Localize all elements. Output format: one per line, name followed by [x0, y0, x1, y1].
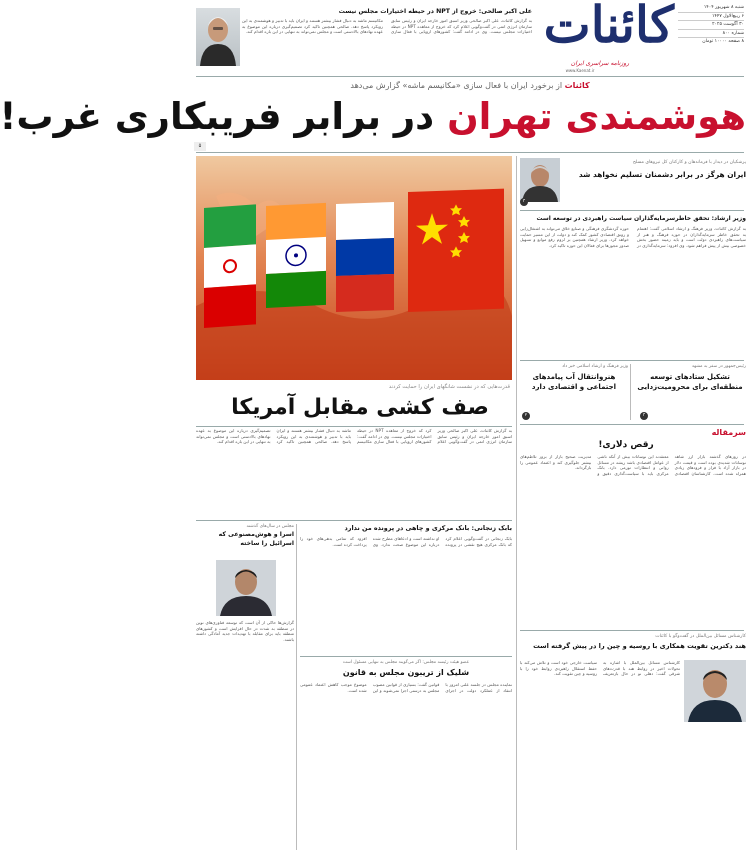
story-title[interactable]: بابک زنجانی: بانک مرکزی و چاهی در پرونده من ندارد: [344, 524, 512, 532]
divider: [520, 210, 744, 211]
story-water[interactable]: [520, 364, 628, 420]
story-kicker: پزشکیان در دیدار با فرماندهان و کارکنان کل نیروهای مسلح: [632, 160, 746, 165]
date-line: شنبه ۸ شهریور ۱۴۰۴: [678, 4, 744, 13]
story-body: نماینده مجلس در جلسه علنی امروز با انتقاد از عملکرد دولت در اجرای قوانین گفت: بسیاری از قوانین مصوب مجلس به درستی اجرا نمی‌شوند و این موضوع موجب کاهش اعتماد عمومی شده است.: [300, 682, 512, 693]
editorial-body: در روزهای گذشته بازار ارز شاهد نوسانات شدیدی بوده است و قیمت دلار در بازار آزاد با فراز و فرودهای زیادی همراه شده است. کارشناسان اقتصادی معتقدند این نوسانات بیش از آنکه ناشی از عوامل اقتصادی باشد ریشه در مسائل روانی و انتظارات تورمی دارد. بانک مرکزی باید با سیاست‌گذاری دقیق و مدیریت صحیح بازار از بروز تلاطم‌های بیشتر جلوگیری کند و اعتماد عمومی را بازگرداند.: [520, 454, 746, 476]
divider: [520, 630, 744, 631]
story-regional[interactable]: [634, 364, 746, 420]
kicker: [250, 80, 690, 92]
story-kicker: رئیس‌جمهور در سفر به مشهد: [691, 364, 746, 369]
story-kicker: کارشناس مسائل بین‌الملل در گفت‌وگو با کائنات: [655, 634, 746, 639]
analyst-photo: [684, 660, 746, 722]
date-line: شماره ۸۰۰: [678, 30, 744, 39]
story-pezeshkian[interactable]: [520, 156, 746, 206]
story-title[interactable]: وزیر ارشاد: تحقق خاطرسرمایه‌گذاران سیاست راهبردی در توسعه است: [536, 215, 746, 222]
editorial-title[interactable]: رقص دلاری!: [598, 440, 654, 450]
top-story-body: به گزارش کائنات، علی اکبر صالحی وزیر اسبق امور خارجه ایران و رئیس سابق سازمان انرژی اتمی در گفت‌وگویی اعلام کرد که خروج از معاهده NPT در حیطه اختیارات مجلس نیست. وی در ادامه گفت: کشورهای اروپایی با فعال سازی مکانیسم ماشه به دنبال فشار بیشتر هستند و ایران باید با تدبیر و هوشمندی به این رویکرد پاسخ دهد. صالحی همچنین تاکید کرد تصمیم‌گیری درباره این موضوع به عهده نهادهای بالادستی است و مجلس نمی‌تواند به تنهایی در این باره اقدام کند.: [242, 18, 532, 35]
website: www.Kaenat.ir: [565, 68, 595, 73]
divider: [516, 156, 517, 850]
headline-page-badge: ۵: [194, 142, 206, 151]
divider: [296, 524, 297, 850]
main-story-body: به گزارش کائنات، علی اکبر صالحی وزیر اسبق امور خارجه ایران و رئیس سابق سازمان انرژی اتمی در گفت‌وگویی اعلام کرد که خروج از معاهده NPT در حیطه اختیارات مجلس نیست. وی در ادامه گفت: کشورهای اروپایی با فعال سازی مکانیسم ماشه به دنبال فشار بیشتر هستند و ایران باید با تدبیر و هوشمندی به این رویکرد پاسخ دهد. صالحی همچنین تاکید کرد تصمیم‌گیری درباره این موضوع به عهده نهادهای بالادستی است و مجلس نمی‌تواند به تنهایی در این باره اقدام کند.: [196, 428, 512, 445]
china-flag: [408, 189, 504, 312]
page-badge: ۳: [640, 412, 648, 420]
iran-flag: [204, 204, 256, 328]
page-badge: ۳: [520, 198, 528, 206]
expert-photo: [216, 560, 276, 616]
date-line: ۸ صفحه ۱۰۰۰۰ تومان: [702, 39, 744, 44]
pezeshkian-photo: [520, 158, 560, 202]
main-image-title[interactable]: صف کشی مقابل آمریکا: [231, 395, 489, 420]
top-story[interactable]: [242, 8, 532, 70]
divider: [196, 76, 744, 77]
headline[interactable]: [0, 94, 746, 140]
story-ershad[interactable]: [520, 214, 746, 358]
divider: [196, 152, 744, 153]
main-image: [196, 156, 512, 380]
main-image-caption: قدرت‌هایی که در نشست شانگهای ایران را حمایت کردند: [388, 384, 510, 390]
logo: کائنات: [543, 0, 674, 54]
date-panel: [678, 4, 744, 70]
salehi-photo: [196, 8, 240, 66]
divider: [196, 426, 512, 427]
divider: [520, 360, 744, 361]
story-interview[interactable]: [196, 524, 294, 850]
divider: [630, 364, 631, 420]
story-body: بابک زنجانی در گفت‌وگویی اعلام کرد که بانک مرکزی هیچ نقشی در پرونده او نداشته است و ادعاهای مطرح شده درباره این موضوع صحت ندارد. وی افزود که تمامی بدهی‌های خود را پرداخت کرده است.: [300, 536, 512, 547]
date-line: ۶ ربیع‌الاول ۱۴۴۷: [678, 13, 744, 22]
story-bank[interactable]: [300, 524, 512, 654]
headline-part-2[interactable]: در برابر فریبکاری غرب!: [0, 95, 435, 138]
story-title[interactable]: هند دکترین تقویت همکاری با روسیه و چین را در پیش گرفته است: [533, 642, 746, 650]
story-body: به گزارش کائنات، وزیر فرهنگ و ارشاد اسلامی گفت: اهتمام به تحقق خاطر سرمایه‌گذاران در حوزه فرهنگ و هنر از سیاست‌های راهبردی دولت است و باید زمینه حضور بخش خصوصی بیش از پیش فراهم شود. وی افزود: سرمایه‌گذاری در حوزه گردشگری فرهنگی و صنایع خلاق می‌تواند به اشتغال‌زایی و رونق اقتصادی کشور کمک کند و دولت از این مسیر حمایت خواهد کرد. وزیر ارشاد همچنین بر لزوم رفع موانع و تسهیل صدور مجوزها برای فعالان این حوزه تاکید کرد.: [520, 226, 746, 248]
story-title[interactable]: شلیک از تریبون مجلس به قانون: [342, 668, 470, 677]
kicker-text: از برخورد ایران با فعال سازی «مکانیسم ماشه» گزارش می‌دهد: [350, 81, 563, 90]
russia-flag: [336, 202, 394, 312]
tagline: روزنامه سراسری ایران: [570, 60, 630, 67]
divider: [520, 424, 744, 425]
story-kicker: وزیر فرهنگ و ارشاد اسلامی خبر داد: [562, 364, 628, 369]
editorial-label: سرمقاله: [711, 428, 746, 437]
headline-part-1[interactable]: هوشمندی تهران: [447, 95, 746, 138]
kicker-brand: کائنات: [564, 81, 590, 90]
story-title[interactable]: تشکیل ستادهای توسعه منطقه‌ای برای محرومیت‌زدایی: [637, 373, 743, 391]
divider: [196, 520, 512, 521]
top-story-title[interactable]: علی اکبر صالحی: خروج از NPT در حیطه اختیارات مجلس نیست: [338, 8, 532, 15]
story-body: کارشناس مسائل بین‌الملل با اشاره به تحولات اخیر در روابط هند با قدرت‌های شرقی گفت: دهلی نو در حال بازتعریف سیاست خارجی خود است و تلاش می‌کند با حفظ استقلال راهبردی روابط خود را با روسیه و چین تقویت کند.: [520, 660, 680, 677]
divider: [300, 656, 512, 657]
editorial[interactable]: [520, 428, 746, 628]
india-flag: [266, 203, 326, 308]
date-line: ۳۰ آگوست ۲۰۲۵: [678, 21, 744, 30]
story-kicker: عضو هیئت رئیسه مجلس: اگر می‌گویند مجلس به تنهایی مسئول است: [342, 660, 470, 665]
story-trade[interactable]: [520, 634, 746, 850]
masthead: [190, 0, 750, 75]
story-subtitle: مجلس در سال‌های گذشته: [246, 524, 294, 529]
story-body: گزارش‌ها حاکی از آن است که توسعه فناوری‌های نوین در منطقه به شدت در حال افزایش است و کشورهای منطقه باید برای مقابله با تهدیدات جدید آمادگی داشته باشند.: [196, 620, 294, 642]
story-title[interactable]: اسرا و هوش‌مصنوعی که اسرائیل را ساخته: [218, 531, 294, 547]
story-parliament[interactable]: [300, 660, 512, 850]
story-title[interactable]: ایران هرگز در برابر دشمنان تسلیم نخواهد شد: [578, 170, 746, 179]
story-title[interactable]: هنروانتقال آب پیامدهای اجتماعی و اقتصادی دارد: [531, 373, 617, 391]
page-badge: ۲: [522, 412, 530, 420]
